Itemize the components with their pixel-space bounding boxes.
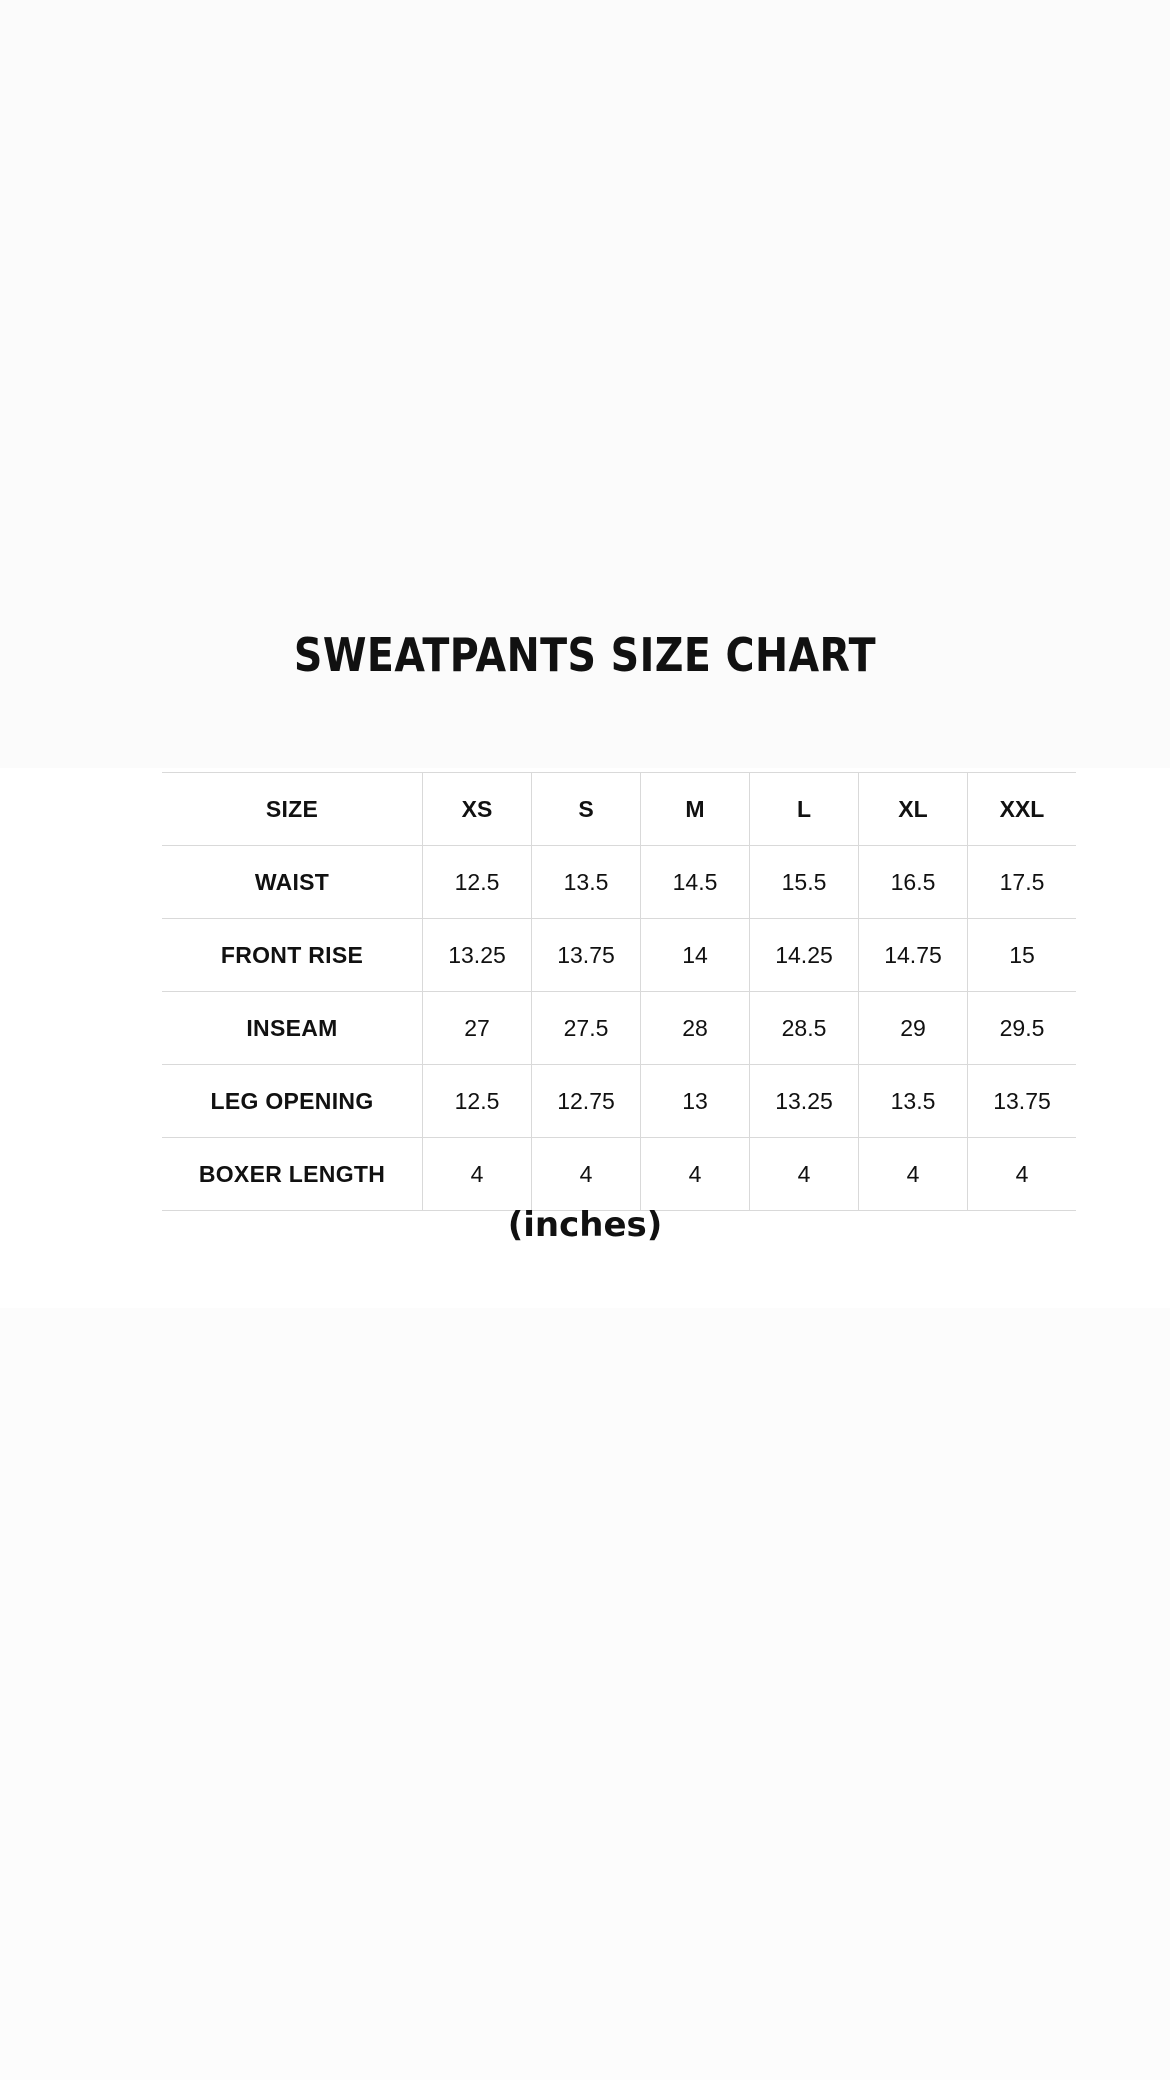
column-header-s: S [532, 773, 641, 846]
cell-boxer-length-xxl: 4 [968, 1138, 1077, 1211]
cell-front-rise-xl: 14.75 [859, 919, 968, 992]
cell-inseam-m: 28 [641, 992, 750, 1065]
table-row [162, 1065, 1076, 1138]
cell-waist-m: 14.5 [641, 846, 750, 919]
cell-front-rise-l: 14.25 [750, 919, 859, 992]
column-header-l: L [750, 773, 859, 846]
size-chart-table-wrap [162, 772, 1060, 1211]
row-label-inseam: INSEAM [162, 992, 423, 1065]
cell-boxer-length-xl: 4 [859, 1138, 968, 1211]
table-row [162, 992, 1076, 1065]
cell-front-rise-xxl: 15 [968, 919, 1077, 992]
column-header-xl: XL [859, 773, 968, 846]
table-row [162, 846, 1076, 919]
table-row [162, 919, 1076, 992]
cell-waist-s: 13.5 [532, 846, 641, 919]
cell-leg-opening-xl: 13.5 [859, 1065, 968, 1138]
row-label-front-rise: FRONT RISE [162, 919, 423, 992]
cell-inseam-s: 27.5 [532, 992, 641, 1065]
cell-leg-opening-l: 13.25 [750, 1065, 859, 1138]
table-row [162, 1138, 1076, 1211]
cell-inseam-xxl: 29.5 [968, 992, 1077, 1065]
table-header-row [162, 773, 1076, 846]
units-note: (inches) [507, 1205, 663, 1245]
cell-inseam-xs: 27 [423, 992, 532, 1065]
cell-boxer-length-xs: 4 [423, 1138, 532, 1211]
column-header-m: M [641, 773, 750, 846]
size-chart-table [162, 772, 1076, 1211]
cell-leg-opening-s: 12.75 [532, 1065, 641, 1138]
cell-waist-xl: 16.5 [859, 846, 968, 919]
cell-boxer-length-m: 4 [641, 1138, 750, 1211]
cell-boxer-length-s: 4 [532, 1138, 641, 1211]
cell-front-rise-m: 14 [641, 919, 750, 992]
column-header-size: SIZE [162, 773, 423, 846]
cell-waist-xxl: 17.5 [968, 846, 1077, 919]
column-header-xxl: XXL [968, 773, 1077, 846]
cell-inseam-l: 28.5 [750, 992, 859, 1065]
row-label-boxer-length: BOXER LENGTH [162, 1138, 423, 1211]
cell-leg-opening-xs: 12.5 [423, 1065, 532, 1138]
page-title: SWEATPANTS SIZE CHART [293, 628, 877, 682]
column-header-xs: XS [423, 773, 532, 846]
cell-waist-l: 15.5 [750, 846, 859, 919]
row-label-leg-opening: LEG OPENING [162, 1065, 423, 1138]
cell-waist-xs: 12.5 [423, 846, 532, 919]
cell-leg-opening-m: 13 [641, 1065, 750, 1138]
row-label-waist: WAIST [162, 846, 423, 919]
cell-front-rise-xs: 13.25 [423, 919, 532, 992]
cell-boxer-length-l: 4 [750, 1138, 859, 1211]
cell-inseam-xl: 29 [859, 992, 968, 1065]
cell-leg-opening-xxl: 13.75 [968, 1065, 1077, 1138]
cell-front-rise-s: 13.75 [532, 919, 641, 992]
